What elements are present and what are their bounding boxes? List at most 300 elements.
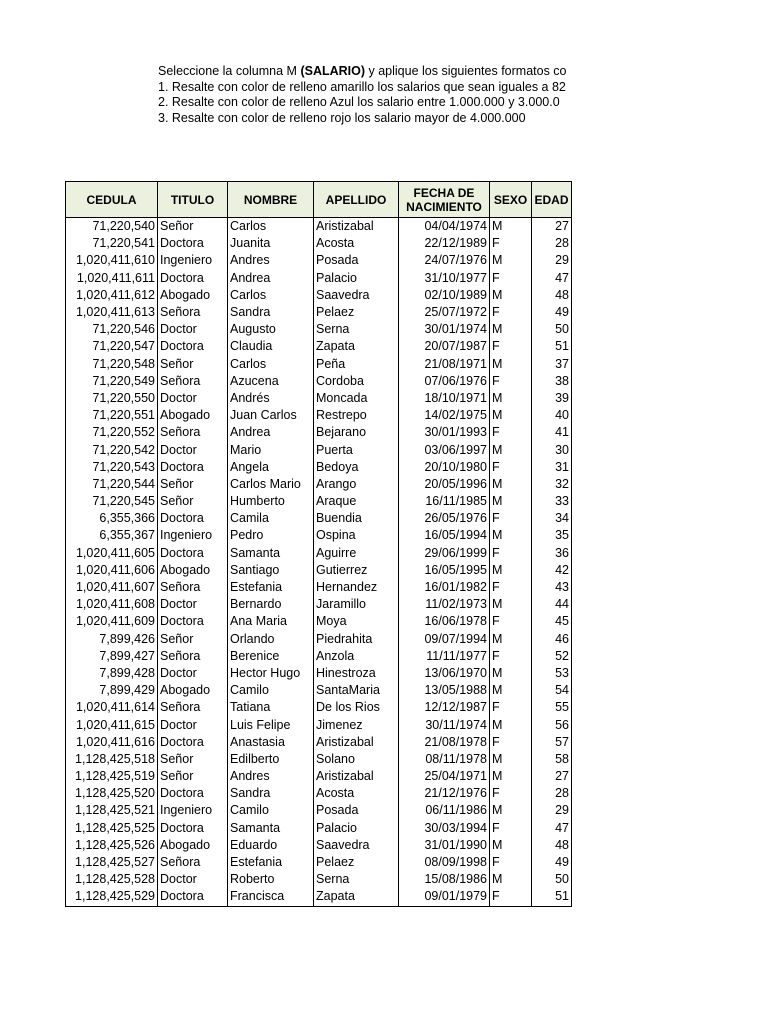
apellido-cell[interactable]: Solano	[314, 751, 399, 768]
cedula-cell[interactable]: 1,020,411,616	[66, 734, 158, 751]
sexo-cell[interactable]: M	[490, 837, 532, 854]
cedula-cell[interactable]: 1,128,425,529	[66, 888, 158, 906]
apellido-cell[interactable]: Ospina	[314, 527, 399, 544]
titulo-cell[interactable]: Señora	[158, 373, 228, 390]
sexo-cell[interactable]: F	[490, 424, 532, 441]
nombre-cell[interactable]: Camilo	[228, 682, 314, 699]
cedula-cell[interactable]: 1,128,425,525	[66, 820, 158, 837]
edad-cell[interactable]: 45	[532, 613, 572, 630]
apellido-cell[interactable]: Anzola	[314, 648, 399, 665]
titulo-cell[interactable]: Doctor	[158, 871, 228, 888]
fecha-cell[interactable]: 21/08/1971	[399, 356, 490, 373]
cedula-cell[interactable]: 1,020,411,608	[66, 596, 158, 613]
titulo-cell[interactable]: Doctor	[158, 665, 228, 682]
nombre-cell[interactable]: Tatiana	[228, 699, 314, 716]
edad-cell[interactable]: 49	[532, 854, 572, 871]
nombre-cell[interactable]: Estefania	[228, 854, 314, 871]
cedula-cell[interactable]: 7,899,428	[66, 665, 158, 682]
header-sexo[interactable]: SEXO	[490, 182, 532, 218]
fecha-cell[interactable]: 21/12/1976	[399, 785, 490, 802]
cedula-cell[interactable]: 1,020,411,612	[66, 287, 158, 304]
nombre-cell[interactable]: Juanita	[228, 235, 314, 252]
apellido-cell[interactable]: Bejarano	[314, 424, 399, 441]
fecha-cell[interactable]: 08/11/1978	[399, 751, 490, 768]
titulo-cell[interactable]: Señor	[158, 476, 228, 493]
fecha-cell[interactable]: 11/11/1977	[399, 648, 490, 665]
titulo-cell[interactable]: Doctora	[158, 820, 228, 837]
cedula-cell[interactable]: 1,128,425,519	[66, 768, 158, 785]
table-row	[66, 785, 572, 802]
table-row	[66, 235, 572, 252]
fecha-cell[interactable]: 12/12/1987	[399, 699, 490, 716]
titulo-cell[interactable]: Señor	[158, 356, 228, 373]
cedula-cell[interactable]: 71,220,541	[66, 235, 158, 252]
sexo-cell[interactable]: M	[490, 871, 532, 888]
fecha-cell[interactable]: 25/04/1971	[399, 768, 490, 785]
fecha-cell[interactable]: 30/11/1974	[399, 716, 490, 733]
nombre-cell[interactable]: Juan Carlos	[228, 407, 314, 424]
header-apellido[interactable]: APELLIDO	[314, 182, 399, 218]
fecha-cell[interactable]: 25/07/1972	[399, 304, 490, 321]
fecha-cell[interactable]: 20/10/1980	[399, 459, 490, 476]
header-edad[interactable]: EDAD	[532, 182, 572, 218]
sexo-cell[interactable]: M	[490, 802, 532, 819]
titulo-cell[interactable]: Abogado	[158, 682, 228, 699]
nombre-cell[interactable]: Carlos	[228, 287, 314, 304]
table-row	[66, 631, 572, 648]
cedula-cell[interactable]: 1,128,425,526	[66, 837, 158, 854]
cedula-cell[interactable]: 1,020,411,607	[66, 579, 158, 596]
fecha-cell[interactable]: 14/02/1975	[399, 407, 490, 424]
sexo-cell[interactable]: F	[490, 373, 532, 390]
titulo-cell[interactable]: Señora	[158, 699, 228, 716]
table-row	[66, 596, 572, 613]
nombre-cell[interactable]: Augusto	[228, 321, 314, 338]
titulo-cell[interactable]: Doctora	[158, 613, 228, 630]
fecha-cell[interactable]: 16/11/1985	[399, 493, 490, 510]
fecha-cell[interactable]: 09/07/1994	[399, 631, 490, 648]
cedula-cell[interactable]: 1,128,425,521	[66, 802, 158, 819]
fecha-cell[interactable]: 29/06/1999	[399, 545, 490, 562]
edad-cell[interactable]: 29	[532, 252, 572, 269]
sexo-cell[interactable]: F	[490, 510, 532, 527]
apellido-cell[interactable]: Aristizabal	[314, 768, 399, 785]
apellido-cell[interactable]: Aristizabal	[314, 218, 399, 236]
titulo-cell[interactable]: Señor	[158, 768, 228, 785]
sexo-cell[interactable]: M	[490, 476, 532, 493]
titulo-cell[interactable]: Señor	[158, 751, 228, 768]
cedula-cell[interactable]: 7,899,427	[66, 648, 158, 665]
nombre-cell[interactable]: Samanta	[228, 545, 314, 562]
edad-cell[interactable]: 42	[532, 562, 572, 579]
sexo-cell[interactable]: M	[490, 321, 532, 338]
header-titulo[interactable]: TITULO	[158, 182, 228, 218]
fecha-cell[interactable]: 30/03/1994	[399, 820, 490, 837]
nombre-cell[interactable]: Claudia	[228, 338, 314, 355]
cedula-cell[interactable]: 1,020,411,615	[66, 716, 158, 733]
cedula-cell[interactable]: 1,020,411,609	[66, 613, 158, 630]
nombre-cell[interactable]: Andres	[228, 252, 314, 269]
cedula-cell[interactable]: 71,220,542	[66, 441, 158, 458]
fecha-cell[interactable]: 22/12/1989	[399, 235, 490, 252]
titulo-cell[interactable]: Doctora	[158, 734, 228, 751]
titulo-cell[interactable]: Ingeniero	[158, 527, 228, 544]
edad-cell[interactable]: 32	[532, 476, 572, 493]
apellido-cell[interactable]: Moncada	[314, 390, 399, 407]
nombre-cell[interactable]: Carlos Mario	[228, 476, 314, 493]
edad-cell[interactable]: 40	[532, 407, 572, 424]
cedula-cell[interactable]: 71,220,549	[66, 373, 158, 390]
nombre-cell[interactable]: Estefania	[228, 579, 314, 596]
edad-cell[interactable]: 44	[532, 596, 572, 613]
edad-cell[interactable]: 43	[532, 579, 572, 596]
nombre-cell[interactable]: Edilberto	[228, 751, 314, 768]
edad-cell[interactable]: 49	[532, 304, 572, 321]
nombre-cell[interactable]: Ana Maria	[228, 613, 314, 630]
cedula-cell[interactable]: 1,020,411,611	[66, 270, 158, 287]
sexo-cell[interactable]: F	[490, 613, 532, 630]
titulo-cell[interactable]: Doctora	[158, 459, 228, 476]
fecha-cell[interactable]: 31/01/1990	[399, 837, 490, 854]
edad-cell[interactable]: 38	[532, 373, 572, 390]
edad-cell[interactable]: 39	[532, 390, 572, 407]
titulo-cell[interactable]: Doctora	[158, 510, 228, 527]
sexo-cell[interactable]: M	[490, 407, 532, 424]
sexo-cell[interactable]: F	[490, 820, 532, 837]
sexo-cell[interactable]: M	[490, 218, 532, 236]
apellido-cell[interactable]: Buendia	[314, 510, 399, 527]
nombre-cell[interactable]: Eduardo	[228, 837, 314, 854]
fecha-cell[interactable]: 20/05/1996	[399, 476, 490, 493]
titulo-cell[interactable]: Señora	[158, 579, 228, 596]
nombre-cell[interactable]: Luis Felipe	[228, 716, 314, 733]
titulo-cell[interactable]: Abogado	[158, 287, 228, 304]
sexo-cell[interactable]: M	[490, 252, 532, 269]
apellido-cell[interactable]: Cordoba	[314, 373, 399, 390]
sexo-cell[interactable]: M	[490, 356, 532, 373]
apellido-cell[interactable]: Zapata	[314, 338, 399, 355]
titulo-cell[interactable]: Ingeniero	[158, 252, 228, 269]
fecha-cell[interactable]: 11/02/1973	[399, 596, 490, 613]
edad-cell[interactable]: 33	[532, 493, 572, 510]
cedula-cell[interactable]: 71,220,545	[66, 493, 158, 510]
apellido-cell[interactable]: Jaramillo	[314, 596, 399, 613]
sexo-cell[interactable]: F	[490, 699, 532, 716]
fecha-cell[interactable]: 16/05/1994	[399, 527, 490, 544]
titulo-cell[interactable]: Señora	[158, 648, 228, 665]
cedula-cell[interactable]: 1,020,411,610	[66, 252, 158, 269]
nombre-cell[interactable]: Sandra	[228, 304, 314, 321]
fecha-cell[interactable]: 13/05/1988	[399, 682, 490, 699]
edad-cell[interactable]: 47	[532, 820, 572, 837]
nombre-cell[interactable]: Azucena	[228, 373, 314, 390]
nombre-cell[interactable]: Francisca	[228, 888, 314, 906]
fecha-cell[interactable]: 24/07/1976	[399, 252, 490, 269]
sexo-cell[interactable]: M	[490, 441, 532, 458]
nombre-cell[interactable]: Carlos	[228, 356, 314, 373]
nombre-cell[interactable]: Humberto	[228, 493, 314, 510]
sexo-cell[interactable]: F	[490, 734, 532, 751]
table-row	[66, 699, 572, 716]
apellido-cell[interactable]: Pelaez	[314, 854, 399, 871]
fecha-cell[interactable]: 06/11/1986	[399, 802, 490, 819]
apellido-cell[interactable]: Posada	[314, 802, 399, 819]
cedula-cell[interactable]: 71,220,551	[66, 407, 158, 424]
edad-cell[interactable]: 48	[532, 837, 572, 854]
cedula-cell[interactable]: 71,220,548	[66, 356, 158, 373]
fecha-cell[interactable]: 16/05/1995	[399, 562, 490, 579]
apellido-cell[interactable]: Peña	[314, 356, 399, 373]
fecha-cell[interactable]: 08/09/1998	[399, 854, 490, 871]
titulo-cell[interactable]: Doctora	[158, 338, 228, 355]
edad-cell[interactable]: 51	[532, 338, 572, 355]
apellido-cell[interactable]: Palacio	[314, 820, 399, 837]
sexo-cell[interactable]: F	[490, 304, 532, 321]
nombre-cell[interactable]: Andrés	[228, 390, 314, 407]
apellido-cell[interactable]: Aguirre	[314, 545, 399, 562]
edad-cell[interactable]: 58	[532, 751, 572, 768]
fecha-cell[interactable]: 16/06/1978	[399, 613, 490, 630]
cedula-cell[interactable]: 1,020,411,614	[66, 699, 158, 716]
titulo-cell[interactable]: Abogado	[158, 562, 228, 579]
fecha-cell[interactable]: 26/05/1976	[399, 510, 490, 527]
cedula-cell[interactable]: 71,220,550	[66, 390, 158, 407]
sexo-cell[interactable]: F	[490, 545, 532, 562]
cedula-cell[interactable]: 71,220,552	[66, 424, 158, 441]
edad-cell[interactable]: 47	[532, 270, 572, 287]
cedula-cell[interactable]: 1,128,425,518	[66, 751, 158, 768]
apellido-cell[interactable]: Puerta	[314, 441, 399, 458]
nombre-cell[interactable]: Pedro	[228, 527, 314, 544]
table-header	[66, 182, 572, 218]
cedula-cell[interactable]: 1,128,425,520	[66, 785, 158, 802]
edad-cell[interactable]: 41	[532, 424, 572, 441]
sexo-cell[interactable]: M	[490, 527, 532, 544]
nombre-cell[interactable]: Andrea	[228, 270, 314, 287]
titulo-cell[interactable]: Doctor	[158, 321, 228, 338]
titulo-cell[interactable]: Doctora	[158, 545, 228, 562]
nombre-cell[interactable]: Bernardo	[228, 596, 314, 613]
sexo-cell[interactable]: M	[490, 665, 532, 682]
edad-cell[interactable]: 50	[532, 321, 572, 338]
cedula-cell[interactable]: 1,128,425,527	[66, 854, 158, 871]
table-row	[66, 424, 572, 441]
apellido-cell[interactable]: Acosta	[314, 235, 399, 252]
cedula-cell[interactable]: 1,020,411,606	[66, 562, 158, 579]
cedula-cell[interactable]: 6,355,366	[66, 510, 158, 527]
apellido-cell[interactable]: Piedrahita	[314, 631, 399, 648]
fecha-cell[interactable]: 15/08/1986	[399, 871, 490, 888]
table-row	[66, 459, 572, 476]
apellido-cell[interactable]: Gutierrez	[314, 562, 399, 579]
sexo-cell[interactable]: F	[490, 854, 532, 871]
sexo-cell[interactable]: F	[490, 270, 532, 287]
titulo-cell[interactable]: Señor	[158, 218, 228, 236]
apellido-cell[interactable]: Saavedra	[314, 837, 399, 854]
fecha-cell[interactable]: 03/06/1997	[399, 441, 490, 458]
sexo-cell[interactable]: F	[490, 785, 532, 802]
edad-cell[interactable]: 27	[532, 218, 572, 236]
apellido-cell[interactable]: Restrepo	[314, 407, 399, 424]
apellido-cell[interactable]: Serna	[314, 321, 399, 338]
nombre-cell[interactable]: Mario	[228, 441, 314, 458]
apellido-cell[interactable]: Acosta	[314, 785, 399, 802]
titulo-cell[interactable]: Señora	[158, 424, 228, 441]
titulo-cell[interactable]: Doctor	[158, 441, 228, 458]
fecha-cell[interactable]: 02/10/1989	[399, 287, 490, 304]
header-fecha-nacimiento[interactable]: FECHA DE NACIMIENTO	[399, 182, 490, 218]
fecha-cell[interactable]: 16/01/1982	[399, 579, 490, 596]
titulo-cell[interactable]: Doctora	[158, 235, 228, 252]
nombre-cell[interactable]: Carlos	[228, 218, 314, 236]
cedula-cell[interactable]: 1,020,411,605	[66, 545, 158, 562]
cedula-cell[interactable]: 71,220,540	[66, 218, 158, 236]
edad-cell[interactable]: 35	[532, 527, 572, 544]
sexo-cell[interactable]: F	[490, 338, 532, 355]
apellido-cell[interactable]: Posada	[314, 252, 399, 269]
sexo-cell[interactable]: M	[490, 768, 532, 785]
nombre-cell[interactable]: Samanta	[228, 820, 314, 837]
nombre-cell[interactable]: Andres	[228, 768, 314, 785]
table-row	[66, 304, 572, 321]
cedula-cell[interactable]: 7,899,426	[66, 631, 158, 648]
fecha-cell[interactable]: 13/06/1970	[399, 665, 490, 682]
sexo-cell[interactable]: F	[490, 888, 532, 906]
nombre-cell[interactable]: Sandra	[228, 785, 314, 802]
apellido-cell[interactable]: Arango	[314, 476, 399, 493]
edad-cell[interactable]: 27	[532, 768, 572, 785]
titulo-cell[interactable]: Doctor	[158, 596, 228, 613]
edad-cell[interactable]: 54	[532, 682, 572, 699]
titulo-cell[interactable]: Doctora	[158, 785, 228, 802]
fecha-cell[interactable]: 04/04/1974	[399, 218, 490, 236]
header-cedula[interactable]: CEDULA	[66, 182, 158, 218]
apellido-cell[interactable]: Araque	[314, 493, 399, 510]
apellido-cell[interactable]: Zapata	[314, 888, 399, 906]
fecha-cell[interactable]: 30/01/1993	[399, 424, 490, 441]
sexo-cell[interactable]: M	[490, 562, 532, 579]
edad-cell[interactable]: 51	[532, 888, 572, 906]
edad-cell[interactable]: 28	[532, 785, 572, 802]
titulo-cell[interactable]: Doctor	[158, 390, 228, 407]
nombre-cell[interactable]: Orlando	[228, 631, 314, 648]
fecha-cell[interactable]: 20/07/1987	[399, 338, 490, 355]
titulo-cell[interactable]: Doctora	[158, 270, 228, 287]
titulo-cell[interactable]: Señor	[158, 493, 228, 510]
sexo-cell[interactable]: M	[490, 287, 532, 304]
sexo-cell[interactable]: M	[490, 493, 532, 510]
instruction-line-4: 3. Resalte con color de relleno rojo los salario mayor de 4.000.000	[158, 110, 526, 125]
fecha-cell[interactable]: 31/10/1977	[399, 270, 490, 287]
apellido-cell[interactable]: Saavedra	[314, 287, 399, 304]
sexo-cell[interactable]: M	[490, 631, 532, 648]
titulo-cell[interactable]: Abogado	[158, 837, 228, 854]
nombre-cell[interactable]: Hector Hugo	[228, 665, 314, 682]
table-row	[66, 373, 572, 390]
fecha-cell[interactable]: 21/08/1978	[399, 734, 490, 751]
cedula-cell[interactable]: 1,020,411,613	[66, 304, 158, 321]
apellido-cell[interactable]: Jimenez	[314, 716, 399, 733]
cedula-cell[interactable]: 71,220,546	[66, 321, 158, 338]
edad-cell[interactable]: 36	[532, 545, 572, 562]
sexo-cell[interactable]: F	[490, 235, 532, 252]
edad-cell[interactable]: 34	[532, 510, 572, 527]
apellido-cell[interactable]: SantaMaria	[314, 682, 399, 699]
sexo-cell[interactable]: M	[490, 682, 532, 699]
edad-cell[interactable]: 48	[532, 287, 572, 304]
apellido-cell[interactable]: Serna	[314, 871, 399, 888]
edad-cell[interactable]: 50	[532, 871, 572, 888]
edad-cell[interactable]: 57	[532, 734, 572, 751]
titulo-cell[interactable]: Doctora	[158, 888, 228, 906]
apellido-cell[interactable]: De los Rios	[314, 699, 399, 716]
sexo-cell[interactable]: F	[490, 459, 532, 476]
nombre-cell[interactable]: Camilo	[228, 802, 314, 819]
header-nombre[interactable]: NOMBRE	[228, 182, 314, 218]
sexo-cell[interactable]: M	[490, 390, 532, 407]
nombre-cell[interactable]: Berenice	[228, 648, 314, 665]
cedula-cell[interactable]: 1,128,425,528	[66, 871, 158, 888]
nombre-cell[interactable]: Roberto	[228, 871, 314, 888]
nombre-cell[interactable]: Anastasia	[228, 734, 314, 751]
titulo-cell[interactable]: Doctor	[158, 716, 228, 733]
edad-cell[interactable]: 52	[532, 648, 572, 665]
edad-cell[interactable]: 37	[532, 356, 572, 373]
edad-cell[interactable]: 30	[532, 441, 572, 458]
titulo-cell[interactable]: Señora	[158, 854, 228, 871]
sexo-cell[interactable]: M	[490, 596, 532, 613]
fecha-cell[interactable]: 09/01/1979	[399, 888, 490, 906]
table-row	[66, 338, 572, 355]
edad-cell[interactable]: 46	[532, 631, 572, 648]
table-row	[66, 527, 572, 544]
cedula-cell[interactable]: 7,899,429	[66, 682, 158, 699]
cedula-cell[interactable]: 71,220,547	[66, 338, 158, 355]
edad-cell[interactable]: 31	[532, 459, 572, 476]
fecha-cell[interactable]: 30/01/1974	[399, 321, 490, 338]
apellido-cell[interactable]: Hernandez	[314, 579, 399, 596]
edad-cell[interactable]: 29	[532, 802, 572, 819]
edad-cell[interactable]: 55	[532, 699, 572, 716]
fecha-cell[interactable]: 18/10/1971	[399, 390, 490, 407]
sexo-cell[interactable]: F	[490, 648, 532, 665]
titulo-cell[interactable]: Ingeniero	[158, 802, 228, 819]
nombre-cell[interactable]: Andrea	[228, 424, 314, 441]
apellido-cell[interactable]: Hinestroza	[314, 665, 399, 682]
sexo-cell[interactable]: M	[490, 751, 532, 768]
cedula-cell[interactable]: 71,220,544	[66, 476, 158, 493]
titulo-cell[interactable]: Señor	[158, 631, 228, 648]
apellido-cell[interactable]: Palacio	[314, 270, 399, 287]
cedula-cell[interactable]: 6,355,367	[66, 527, 158, 544]
apellido-cell[interactable]: Aristizabal	[314, 734, 399, 751]
edad-cell[interactable]: 56	[532, 716, 572, 733]
edad-cell[interactable]: 28	[532, 235, 572, 252]
fecha-cell[interactable]: 07/06/1976	[399, 373, 490, 390]
apellido-cell[interactable]: Moya	[314, 613, 399, 630]
nombre-cell[interactable]: Angela	[228, 459, 314, 476]
sexo-cell[interactable]: F	[490, 579, 532, 596]
titulo-cell[interactable]: Abogado	[158, 407, 228, 424]
nombre-cell[interactable]: Camila	[228, 510, 314, 527]
cedula-cell[interactable]: 71,220,543	[66, 459, 158, 476]
apellido-cell[interactable]: Bedoya	[314, 459, 399, 476]
edad-cell[interactable]: 53	[532, 665, 572, 682]
nombre-cell[interactable]: Santiago	[228, 562, 314, 579]
sexo-cell[interactable]: M	[490, 716, 532, 733]
apellido-cell[interactable]: Pelaez	[314, 304, 399, 321]
titulo-cell[interactable]: Señora	[158, 304, 228, 321]
